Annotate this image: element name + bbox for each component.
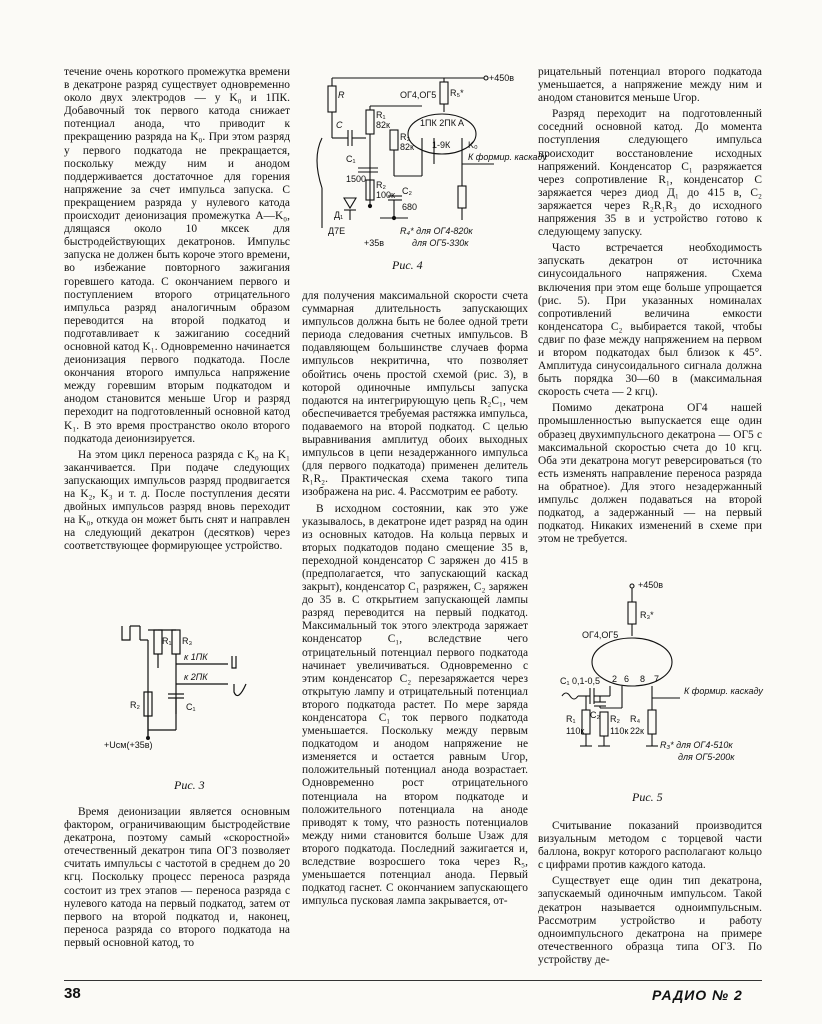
c1-label: C₁ — [186, 702, 196, 712]
r4-note: R₄* для ОГ4-820к — [400, 226, 473, 236]
r3-label: R₃* — [640, 610, 654, 620]
pin-2-label: 2 — [612, 674, 618, 684]
ucm-label: +Uсм(+35в) — [104, 740, 153, 750]
c1-value: 1500 — [346, 174, 367, 184]
pin-8-label: 8 — [640, 674, 646, 684]
d7e-label: Д7Е — [328, 226, 346, 236]
anode-label: А — [458, 118, 465, 128]
figure-5-caption: Рис. 5 — [632, 790, 663, 804]
c-label: C — [336, 120, 343, 130]
r1-label: R₁ — [162, 636, 172, 646]
k1-label: к 1ПК — [184, 652, 208, 662]
footer-rule — [64, 980, 762, 981]
text-column-2 — [302, 290, 528, 911]
tube-label: ОГ4,ОГ5 — [400, 90, 437, 100]
bias-label: +35в — [364, 238, 385, 248]
r1-value: 82к — [376, 120, 390, 130]
pin-6-label: 6 — [624, 674, 630, 684]
k2-label: к 2ПК — [184, 672, 208, 682]
r3-note: R₃* для ОГ4-510к — [660, 740, 733, 750]
figure-4-schematic — [308, 68, 547, 252]
journal-title: РАДИО № 2 — [652, 987, 743, 1003]
r2-label: R₂ — [610, 714, 620, 724]
pin-7-label: 7 — [654, 674, 660, 684]
c2-value: 680 — [402, 202, 418, 212]
r4-label: R₄ — [630, 714, 641, 724]
r1-value: 110к — [566, 726, 585, 736]
paragraph: Помимо декатрона ОГ4 нашей промышленностью выпускается еще один образец двухимпульсного декатрона — ОГ5 с максимальной скоростью счета до 10 кгц. Оба эти декатрона могут реверсироваться (то есть изменять направление переноса разряда на обратное). Для этого незадержанный импульс должен подаваться на второй подкатод, а задержанный — на первый подкатод. Никаких изменений в схеме при этом не требуется. — [538, 402, 762, 546]
figure-3-schematic — [104, 618, 270, 750]
paragraph: для получения максимальной скорости счета суммарная длительность запускающих импульсов должна быть не более одной трети периода следования счетных импульсов. В подавляющем большинстве случаев форма импульсов некритична, что позволяет обойтись очень простой схемой (рис. 3), в которой одиночные импульсы запуска подаются на интегрирующую цепь R₂C₁, чем обеспечивается требуемая растяжка импульса, подаваемого на второй подкатод. С целью выравнивания амплитуд обоих выходных импульсов в цепи незадержанного импульса (для первого подкатода) применен делитель R₁R₂. Практическая схема такого типа изображена на рис. 4. Рассмотрим ее работу. — [302, 290, 528, 499]
r1-label: R₁ — [376, 110, 386, 120]
paragraph: На этом цикл переноса разряда с K₀ на K₁ заканчивается. При подаче следующих запускающих импульсов разряд продвигается на K₂, K₃ и т. д. После поступления десяти двойных импульсов разряд вновь переходит на K₀, откуда он может быть снят и направлен на следующий декатрон (десятков) через соответствующее формирующее устройство. — [64, 448, 290, 553]
paragraph: течение очень короткого промежутка времени в декатроне разряд существует одновременно около двух электродов — у K₀ и 1ПК. Добавочный ток первого катода снижает потенциал анода, что приводит к прекращению разряда на K₀. При этом разряд у первого подкатода не прекращается, поскольку между ним и анодом поддерживается достаточное для горения напряжение за счет импульса запуска. С прекращением разряда у нулевого катода происходит деионизация промежутка A—K₀, длящаяся около 10 мксек для быстродействующих декатронов. Импульс запуска не должен быть короче этого времени, во избежание повторного зажигания горевшего катода. С окончанием первого и поступлением второго отрицательного импульса разряд аналогичным образом переводится на второй подкатод и подготавливает к зажиганию соседний основной катод K₁. Одновременно начинается деионизация первого подкатода. После окончания второго импульса напряжение между горевшим вторым подкатодом и анодом становится меньше Uгор и разряд переходит на подготовленный основной катод K₁. В это время пространство около второго подкатода деионизируется. — [64, 66, 290, 445]
r-label: R — [338, 90, 345, 100]
c1-label: C₁ — [346, 154, 356, 164]
cathodes-label: 1-9К — [432, 140, 451, 150]
r4-note-2: для ОГ5-330к — [412, 238, 469, 248]
r1-label: R₁ — [566, 714, 576, 724]
text-column-1 — [64, 66, 290, 556]
paragraph: В исходном состоянии, как это уже указывалось, в декатроне идет разряд на один из основных катодов. На кольца первых и вторых подкатодов подано смещение 35 в, переходной конденсатор C заряжен до 415 в (предполагается, что запускающий каскад закрыт), конденсатор C₁ разряжен, C₂ заряжен до 35 в. С открытием запускающей лампы разряд переводится на первый подкатод. Максимальный ток этого электрода заряжает конденсатор C₁, вследствие чего отрицательный потенциал первого подкатода начинает увеличиваться. Одновременно с этим конденсатор C₂ перезаряжается через открытую лампу и отрицательный потенциал второго подкатода растет. По мере заряда конденсатора C₁ ток первого подкатода уменьшается. Поскольку между первым подкатодом и анодом напряжение не изменяется и остается равным Uгор, положительный потенциал анода возрастает. Одновременно рост отрицательного потенциала на втором подкатоде и положительного потенциала на аноде приводят к тому, что разность потенциалов между ними становится больше Uзаж для второго подкатода. Последний зажигается и, вследствие возросшего тока через R₅, уменьшается потенциал анода. Первый подкатод гаснет. С окончанием запускающего импульса пусковая лампа закрывается, от- — [302, 502, 528, 908]
r2-value: 100к — [376, 190, 395, 200]
c2-label: C₂ — [402, 186, 412, 196]
figure-3-caption: Рис. 3 — [174, 778, 205, 792]
d1-label: Д₁ — [334, 210, 344, 220]
text-column-3-bottom — [538, 820, 762, 970]
paragraph: Считывание показаний производится визуальным методом с торцевой части баллона, вокруг которого располагают кольцо с цифрами против каждого катода. — [538, 820, 762, 872]
tube-label: ОГ4,ОГ5 — [582, 630, 619, 640]
c1-label: C₁ 0,1-0,5 — [560, 676, 601, 686]
output-label: К формир. каскаду — [468, 152, 547, 162]
output-label: К формир. каскаду — [684, 686, 763, 696]
r3-label: R₃ — [400, 132, 411, 142]
k0-label: K₀ — [468, 140, 478, 150]
text-column-1-bottom — [64, 806, 290, 953]
paragraph: Время деионизации является основным фактором, ограничивающим быстродействие декатрона, поэтому самый «скоростной» отечественный декатрон типа ОГЗ позволяет считать импульсы с частотой в среднем до 20 кгц. Поскольку процесс переноса разряда состоит из трех этапов — переноса разряда с нулевого катода на первый подкатод, затем от первого на второй подкатод и, наконец, переноса разряда со второго подкатода на первый основной катод, то — [64, 806, 290, 949]
figure-5-schematic — [560, 578, 762, 768]
c2-label: C₂ — [590, 710, 600, 720]
r3-value: 82к — [400, 142, 414, 152]
paragraph: рицательный потенциал второго подкатода уменьшается, а напряжение между ним и анодом становится меньше Uгор. — [538, 66, 762, 105]
supply-label: +450в — [489, 73, 515, 83]
page-number: 38 — [64, 985, 81, 1002]
r2-label: R₂ — [130, 700, 140, 710]
supply-label: +450в — [638, 580, 664, 590]
r4-value: 22к — [630, 726, 644, 736]
r3-label: R₃ — [182, 636, 193, 646]
paragraph: Существует еще один тип декатрона, запускаемый одиночным импульсом. Такой декатрон называется одноимпульсным. Рассмотрим устройство и работу одноимпульсного декатрона на примере отечественного образца типа ОГЗ. По устройству де- — [538, 875, 762, 966]
r2-label: R₂ — [376, 180, 386, 190]
paragraph: Часто встречается необходимость запускать декатрон от источника синусоидального напряжения. Схема включения при этом еще больше упрощается (рис. 5). При указанных номиналах сопротивлений величина емкости конденсатора C₂ выбирается такой, чтобы сдвиг по фазе между напряжением на первом и втором подкатодах был близок к 45°. Амплитуда синусоидального сигнала должна быть порядка 30—60 в (максимальная скорость счета — 2 кгц). — [538, 242, 762, 399]
paragraph: Разряд переходит на подготовленный соседний основной катод. До момента поступления следующего импульса происходит восстановление исходных напряжений. Конденсатор C₁ разряжается через сопротивление R₁, конденсатор C заряжается через диод Д₁ до 415 в, C₂ заряжается через R₂R₁R₃ до исходного напряжения 35 в и устройство готово к следующему запуску. — [538, 108, 762, 239]
r2-value: 110к — [610, 726, 629, 736]
r3-note-2: для ОГ5-200к — [678, 752, 735, 762]
r5-label: R₅* — [450, 88, 464, 98]
text-column-3 — [538, 66, 762, 549]
figure-4-caption: Рис. 4 — [392, 258, 423, 272]
subcathode-label: 1ПК 2ПК — [420, 118, 456, 128]
